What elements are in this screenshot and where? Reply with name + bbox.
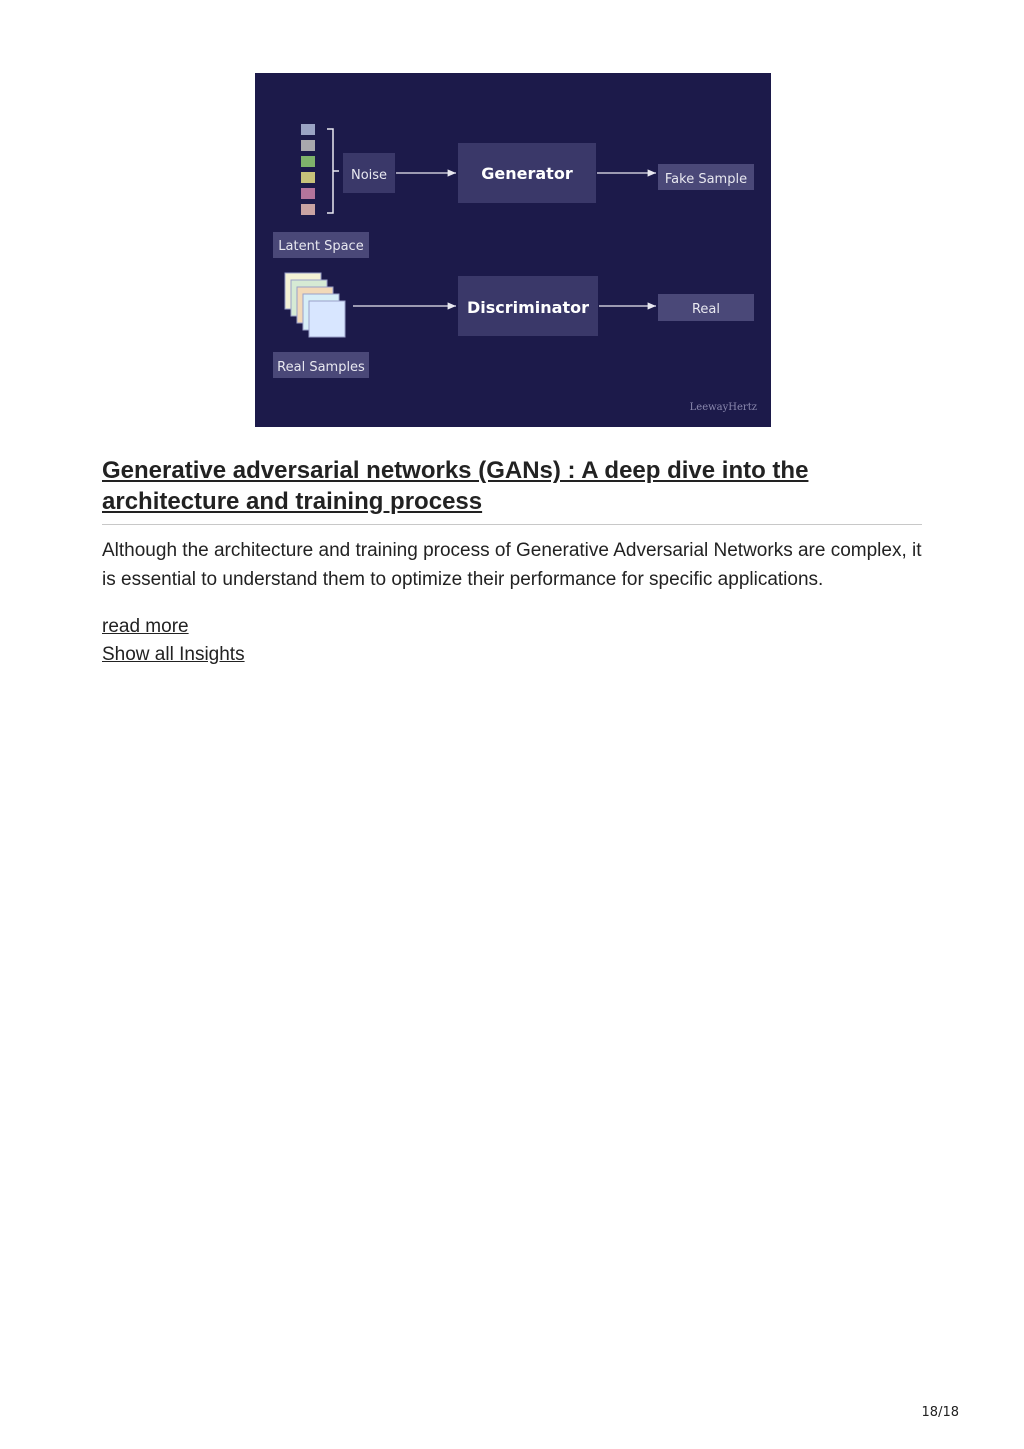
article-title-link[interactable]: Generative adversarial networks (GANs) : A deep dive into the architecture and training process — [102, 457, 809, 515]
real-samples-stack — [285, 273, 345, 337]
fake-sample-label: Fake Sample — [664, 172, 748, 187]
latent-space-swatches — [301, 124, 315, 215]
latent-swatch — [301, 140, 315, 151]
latent-swatch — [301, 188, 315, 199]
latent-swatch — [301, 124, 315, 135]
real-sample-card — [309, 301, 345, 337]
article-links — [102, 613, 922, 669]
show-all-insights-link[interactable]: Show all Insights — [102, 644, 245, 665]
latent-swatch — [301, 204, 315, 215]
watermark-text: LeewayHertz — [689, 402, 757, 413]
real-label: Real — [691, 302, 721, 317]
noise-label: Noise — [350, 168, 388, 183]
gan-architecture-figure — [255, 73, 771, 427]
real-samples-label: Real Samples — [277, 360, 365, 375]
latent-swatch — [301, 172, 315, 183]
article-card — [102, 455, 922, 669]
latent-space-label: Latent Space — [278, 239, 364, 254]
title-divider — [102, 524, 922, 525]
discriminator-label: Discriminator — [466, 298, 590, 317]
latent-swatch — [301, 156, 315, 167]
page-number: 18/18 — [921, 1405, 959, 1420]
read-more-link[interactable]: read more — [102, 616, 189, 637]
gan-diagram — [255, 73, 771, 427]
article-title — [102, 455, 922, 517]
generator-label: Generator — [481, 164, 573, 183]
latent-bracket — [327, 129, 339, 213]
article-excerpt: Although the architecture and training process of Generative Adversarial Networks are complex, it is essential to understand them to optimize their performance for specific applications. — [102, 540, 922, 590]
